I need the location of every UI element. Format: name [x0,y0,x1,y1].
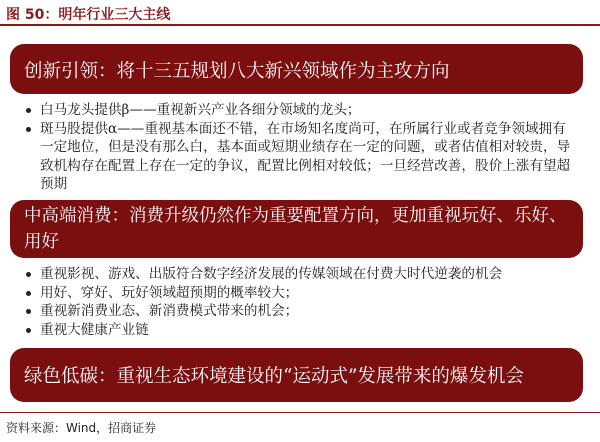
list-item: 重视大健康产业链 [26,321,586,340]
title-divider [0,24,600,26]
banner-green [10,348,583,402]
banner-innovation-text: 创新引领：将十三五规划八大新兴领域作为主攻方向 [24,61,450,82]
list-item: 用好、穿好、玩好领域超预期的概率较大； [26,284,586,303]
innovation-bullet-list [26,101,578,194]
source-divider [0,412,600,413]
banner-consumption-text: 中高端消费：消费升级仍然作为重要配置方向，更加重视玩好、乐好、用好 [24,206,567,252]
banner-green-text: 绿色低碳：重视生态环境建设的“运动式”发展带来的爆发机会 [24,366,524,387]
banner-innovation [10,44,583,94]
list-item: 重视影视、游戏、出版符合数字经济发展的传媒领域在付费大时代逆袭的机会 [26,265,586,284]
banner-consumption [10,200,583,258]
source-note: 资料来源：Wind，招商证券 [6,421,157,435]
list-item: 白马龙头提供β——重视新兴产业各细分领域的龙头； [26,101,578,120]
consumption-bullet-list [26,265,586,339]
list-item: 斑马股提供α——重视基本面还不错，在市场知名度尚可，在所属行业或者竞争领域拥有一定地位，但是没有那么白，基本面或短期业绩存在一定的问题，或者估值相对较贵，导致机构存在配置上存在一定的争议，配置比例相对较低；一旦经营改善，股价上涨有望超预期 [26,120,578,194]
list-item: 重视新消费业态、新消费模式带来的机会； [26,302,586,321]
figure-title: 图 50：明年行业三大主线 [6,7,171,23]
